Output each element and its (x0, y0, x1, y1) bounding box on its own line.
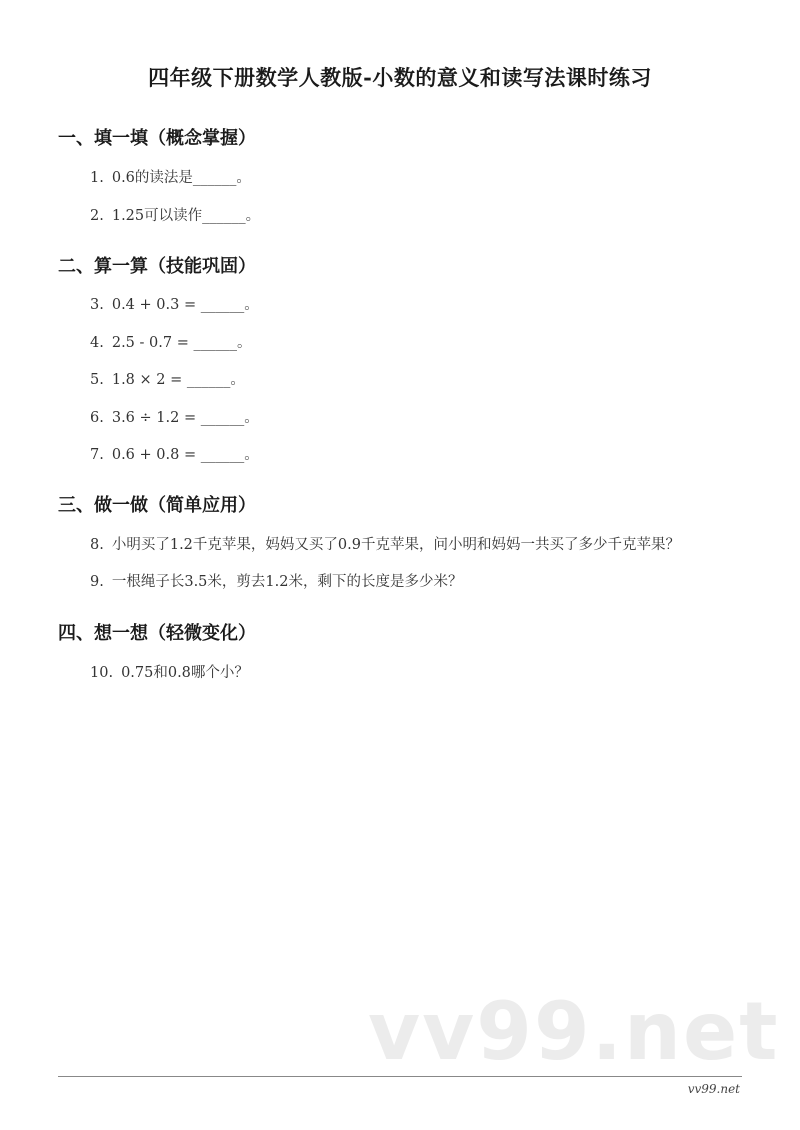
question-item (90, 368, 245, 389)
question-number: 3. (90, 297, 104, 313)
question-text: 1.25可以读作______。 (111, 208, 261, 224)
question-text: 1.8 × 2 = ______。 (111, 372, 245, 388)
watermark: vv99.net (368, 985, 780, 1078)
question-item (90, 406, 259, 427)
question-number: 10. (90, 665, 114, 681)
footer-divider (58, 1076, 742, 1077)
footer-site: vv99.net (687, 1082, 740, 1096)
question-text: 0.4 + 0.3 = ______。 (111, 297, 259, 313)
question-number: 1. (90, 170, 104, 186)
question-text: 0.75和0.8哪个小？ (121, 665, 249, 681)
section-heading: 四、想一想（轻微变化） (58, 623, 256, 644)
question-item (90, 570, 462, 591)
question-item (90, 443, 259, 464)
question-item (90, 331, 251, 352)
question-text: 2.5 - 0.7 = ______。 (111, 335, 252, 351)
question-item (90, 293, 259, 314)
question-number: 8. (90, 537, 104, 553)
question-text: 0.6的读法是______。 (111, 170, 251, 186)
question-text: 0.6 + 0.8 = ______。 (111, 447, 259, 463)
question-number: 6. (90, 410, 104, 426)
question-text: 小明买了1.2千克苹果，妈妈又买了0.9千克苹果，问小明和妈妈一共买了多少千克苹果？ (111, 537, 680, 553)
question-text: 3.6 ÷ 1.2 = ______。 (111, 410, 259, 426)
question-number: 7. (90, 447, 104, 463)
question-item (90, 661, 249, 682)
question-item (90, 533, 680, 554)
question-number: 5. (90, 372, 104, 388)
section-heading: 三、做一做（简单应用） (58, 495, 256, 516)
question-item (90, 166, 251, 187)
question-number: 9. (90, 574, 104, 590)
question-item (90, 204, 260, 225)
question-number: 2. (90, 208, 104, 224)
section-heading: 一、填一填（概念掌握） (58, 128, 256, 149)
section-heading: 二、算一算（技能巩固） (58, 256, 256, 277)
question-number: 4. (90, 335, 104, 351)
page-title: 四年级下册数学人教版-小数的意义和读写法课时练习 (148, 65, 652, 90)
question-text: 一根绳子长3.5米，剪去1.2米，剩下的长度是多少米？ (111, 574, 463, 590)
